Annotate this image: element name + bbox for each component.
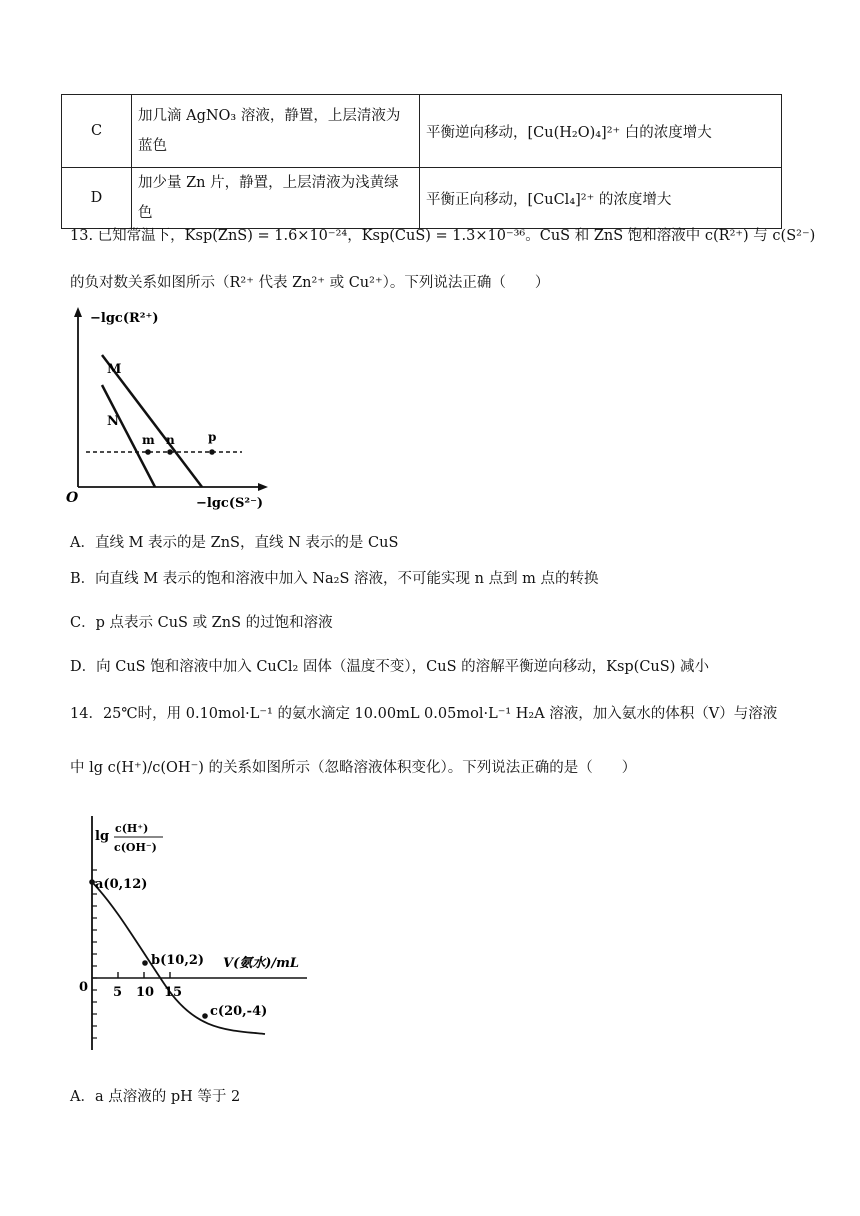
q14-y-label-num: c(H⁺) [115, 822, 149, 835]
q13-label-n: n [166, 433, 175, 447]
q13-graph-svg [62, 305, 282, 515]
q13-label-p: p [208, 430, 217, 444]
q13-stem-line2: 的负对数关系如图所示（R²⁺ 代表 Zn²⁺ 或 Cu²⁺）。下列说法正确（ ） [70, 275, 550, 291]
q14-y-label-prefix: lg [95, 829, 110, 844]
row-operation: 加少量 Zn 片，静置，上层清液为浅黄绿色 [132, 168, 420, 229]
q14-label-b: b(10,2) [151, 953, 205, 968]
q13-option-a: A．直线 M 表示的是 ZnS，直线 N 表示的是 CuS [70, 535, 399, 551]
q13-stem-line1: 13. 已知常温下，Ksp(ZnS) = 1.6×10⁻²⁴，Ksp(CuS) = 1.3×10⁻³⁶。CuS 和 ZnS 饱和溶液中 c(R²⁺) 与 c(S²⁻) [70, 228, 816, 244]
q14-stem-line2: 中 lg c(H⁺)/c(OH⁻) 的关系如图所示（忽略溶液体积变化）。下列说法正确的是（ ） [70, 760, 637, 776]
q14-label-a: a(0,12) [95, 877, 148, 892]
q13-option-b: B．向直线 M 表示的饱和溶液中加入 Na₂S 溶液，不可能实现 n 点到 m 点的转换 [70, 571, 599, 587]
q13-graph [62, 305, 282, 515]
q13-label-M: M [107, 362, 122, 377]
q14-x-tick-label: 5 [113, 985, 123, 1000]
q14-x-label: V(氨水)/mL [223, 956, 300, 971]
q14-point-a [89, 879, 95, 885]
row-key: D [62, 168, 132, 229]
q14-point-b [142, 960, 148, 966]
q14-label-c: c(20,-4) [210, 1004, 268, 1019]
q14-point-c [202, 1013, 208, 1019]
q14-stem-line1: 14．25℃时，用 0.10mol·L⁻¹ 的氨水滴定 10.00mL 0.05mol·L⁻¹ H₂A 溶液，加入氨水的体积（V）与溶液 [70, 706, 778, 722]
row-operation: 加几滴 AgNO₃ 溶液，静置，上层清液为蓝色 [132, 95, 420, 168]
q14-option-a: A．a 点溶液的 pH 等于 2 [70, 1089, 241, 1105]
q13-y-label: −lgc(R²⁺) [90, 311, 159, 326]
table-row [62, 95, 782, 168]
row-result: 平衡逆向移动，[Cu(H₂O)₄]²⁺ 白的浓度增大 [420, 95, 782, 168]
q13-label-N: N [107, 414, 119, 429]
q13-option-d: D．向 CuS 饱和溶液中加入 CuCl₂ 固体（温度不变），CuS 的溶解平衡逆向移动，Ksp(CuS) 减小 [70, 659, 709, 675]
q13-origin: O [66, 490, 79, 506]
options-table [61, 94, 782, 229]
q13-x-label: −lgc(S²⁻) [196, 496, 264, 511]
q14-y-label-den: c(OH⁻) [114, 841, 157, 854]
q13-point-n [167, 449, 173, 455]
q13-y-arrow [74, 307, 82, 317]
q14-x-tick-label: 15 [164, 985, 183, 1000]
q14-graph-svg [75, 810, 315, 1060]
table-row [62, 168, 782, 229]
q13-x-arrow [258, 483, 268, 491]
q13-point-p [209, 449, 215, 455]
q13-option-c: C．p 点表示 CuS 或 ZnS 的过饱和溶液 [70, 615, 333, 631]
q14-graph [75, 810, 315, 1060]
row-result: 平衡正向移动，[CuCl₄]²⁺ 的浓度增大 [420, 168, 782, 229]
row-key: C [62, 95, 132, 168]
q14-x-tick-label: 10 [136, 985, 155, 1000]
q13-point-m [145, 449, 151, 455]
q13-label-m: m [142, 433, 155, 447]
q14-origin: 0 [79, 980, 89, 995]
